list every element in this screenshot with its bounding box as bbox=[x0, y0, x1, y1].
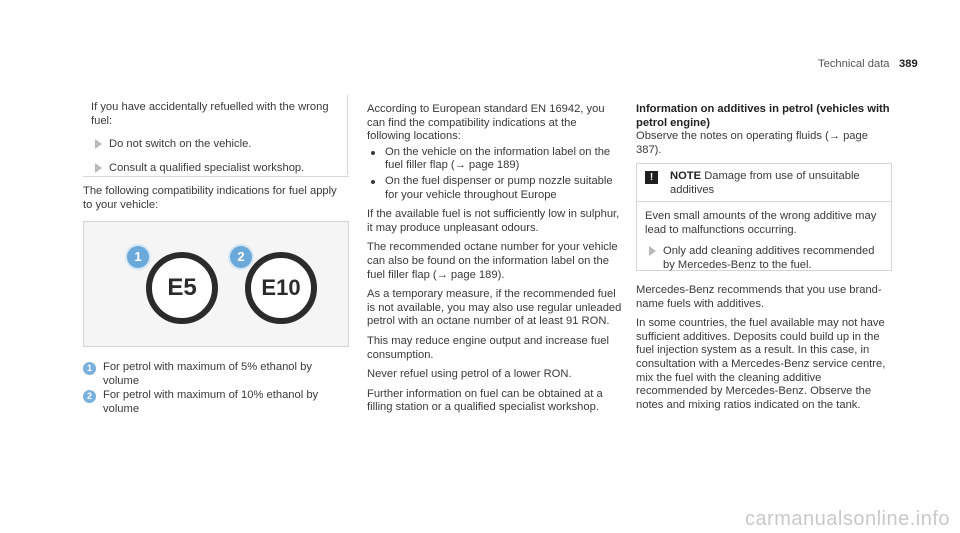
legend-item bbox=[83, 361, 349, 388]
output-para: This may reduce engine output and increase fuel consumption. bbox=[367, 334, 609, 361]
arrow-right-icon bbox=[95, 139, 102, 149]
e5-label: E5 bbox=[167, 274, 197, 302]
callout-1: 1 bbox=[83, 362, 96, 375]
standard-para: According to European standard EN 16942, you can find the compatibility indications at the following locations: bbox=[367, 103, 605, 143]
step-text: Do not switch on the vehicle. bbox=[109, 138, 252, 151]
additives-heading: Information on additives in petrol (vehicles with petrol engine) bbox=[636, 103, 890, 129]
e5-sign bbox=[146, 252, 218, 324]
box-bottom-border bbox=[83, 176, 349, 177]
note-header bbox=[645, 170, 883, 197]
bullet-item bbox=[367, 146, 623, 173]
never-refuel-para: Never refuel using petrol of a lower RON. bbox=[367, 368, 572, 381]
step-text: Only add cleaning additives recommended by Mercedes-Benz to the fuel. bbox=[663, 245, 875, 271]
step-text: Consult a qualified specialist workshop. bbox=[109, 161, 305, 174]
figure-legend bbox=[83, 361, 349, 417]
page-number: 389 bbox=[899, 58, 918, 70]
legend-text: For petrol with maximum of 5% ethanol by volume bbox=[103, 361, 312, 387]
warning-icon: ! bbox=[645, 171, 658, 184]
step-item bbox=[645, 245, 883, 272]
additives-column bbox=[636, 103, 892, 157]
sulphur-para: If the available fuel is not sufficiently low in sulphur, it may produce unpleasant odours. bbox=[367, 208, 620, 234]
deposits-para: In some countries, the fuel available may not have sufficient additives. Deposits could build up in the fuel injection system as a result. In this case, in consultation with a Mercedes-Benz service centre, mix the fuel with the cleaning additive recommended by Mercedes-Benz. Observe the notes and mixing ratios indicated on the tank. bbox=[636, 317, 886, 411]
fuel-column bbox=[367, 103, 623, 415]
bullet-dot bbox=[371, 180, 375, 184]
section-title: Technical data bbox=[818, 58, 890, 70]
note-body: Even small amounts of the wrong additive may lead to malfunctions occurring. bbox=[645, 210, 877, 236]
temporary-measure-para: As a temporary measure, if the recommended fuel is not available, you may also use regular unleaded petrol with an octane number of at least 91 RON. bbox=[367, 288, 622, 328]
fuel-label-figure bbox=[83, 221, 349, 347]
callout-1: 1 bbox=[127, 246, 149, 268]
octane-para: The recommended octane number for your vehicle can also be found on the information label on the fuel filler flap (→ page 189). bbox=[367, 241, 618, 281]
arrow-right-icon bbox=[649, 246, 656, 256]
note-label: NOTE bbox=[670, 170, 702, 182]
wrong-fuel-intro: If you have accidentally refuelled with the wrong fuel: bbox=[91, 101, 329, 127]
arrow-right-icon bbox=[95, 163, 102, 173]
bullet-text: On the vehicle on the information label on the fuel filler flap (→ page 189) bbox=[385, 145, 611, 172]
wrong-fuel-box bbox=[83, 95, 348, 175]
brand-fuels-para: Mercedes-Benz recommends that you use brand-name fuels with additives. bbox=[636, 284, 882, 310]
legend-text: For petrol with maximum of 10% ethanol by volume bbox=[103, 389, 319, 415]
note-title: Damage from use of unsuitable additives bbox=[670, 170, 860, 196]
bullet-item bbox=[367, 175, 623, 202]
callout-2: 2 bbox=[230, 246, 252, 268]
e10-sign bbox=[245, 252, 317, 324]
e10-label: E10 bbox=[261, 275, 301, 301]
step-item bbox=[91, 162, 339, 176]
watermark: carmanualsonline.info bbox=[744, 508, 950, 531]
callout-2: 2 bbox=[83, 390, 96, 403]
recommend-section bbox=[636, 284, 892, 412]
compatibility-para: The following compatibility indications for fuel apply to your vehicle: bbox=[83, 185, 337, 211]
note-box bbox=[636, 163, 892, 271]
legend-item bbox=[83, 389, 349, 416]
further-info-para: Further information on fuel can be obtained at a filling station or a qualified specialist workshop. bbox=[367, 387, 603, 414]
bullet-text: On the fuel dispenser or pump nozzle suitable for your vehicle throughout Europe bbox=[385, 174, 613, 201]
operating-fluids-para: Observe the notes on operating fluids (→ page 387). bbox=[636, 130, 868, 156]
step-item bbox=[91, 138, 339, 152]
bullet-dot bbox=[371, 151, 375, 155]
